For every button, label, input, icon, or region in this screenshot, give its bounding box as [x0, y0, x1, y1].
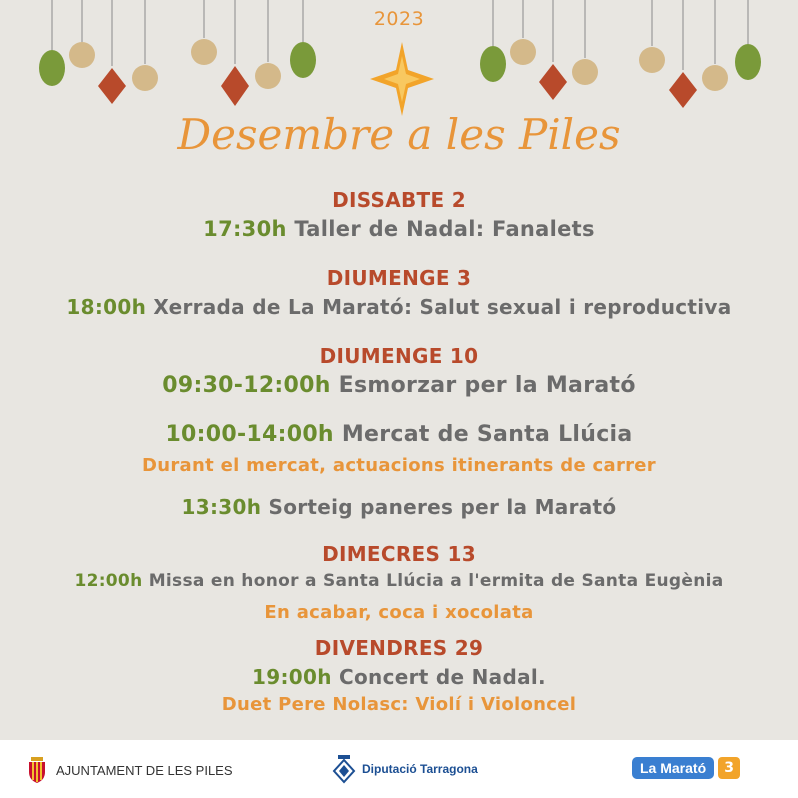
- event-time: 10:00-14:00h: [165, 422, 334, 447]
- event-time: 09:30-12:00h: [162, 373, 331, 398]
- event-text: Missa en honor a Santa Llúcia a l'ermita de Santa Eugènia: [148, 571, 724, 591]
- event-item: [0, 492, 798, 522]
- event-note: En acabar, coca i xocolata: [264, 602, 534, 623]
- star-icon: [370, 42, 434, 116]
- event-item: [0, 418, 798, 452]
- ajuntament-logo: [26, 756, 233, 784]
- event-text: Sorteig paneres per la Marató: [268, 495, 617, 519]
- event-time: 19:00h: [252, 665, 332, 689]
- event-time: 17:30h: [203, 217, 287, 241]
- event-time: 18:00h: [66, 295, 147, 319]
- footer: [0, 740, 798, 798]
- event-time: 12:00h: [74, 571, 143, 591]
- event-text: Xerrada de La Marató: Salut sexual i reproductiva: [153, 295, 732, 319]
- diputacio-logo: [332, 754, 478, 784]
- event-item: [0, 568, 798, 594]
- event-item: [0, 662, 798, 692]
- marato-logo: [632, 757, 740, 779]
- event-day: DIUMENGE 3: [326, 266, 472, 290]
- event-note: Duet Pere Nolasc: Violí i Violoncel: [221, 694, 577, 715]
- event-item: [0, 214, 798, 244]
- event-day: DIUMENGE 10: [319, 344, 479, 368]
- diputacio-logo-icon: [332, 754, 356, 784]
- event-day: DIMECRES 13: [322, 542, 476, 566]
- event-item: [0, 370, 798, 402]
- page-title: Desembre a les Piles: [177, 110, 621, 159]
- tv3-logo-icon: 3: [718, 757, 740, 779]
- event-text: Taller de Nadal: Fanalets: [294, 217, 595, 241]
- event-text: Esmorzar per la Marató: [338, 373, 636, 398]
- event-note: Durant el mercat, actuacions itinerants de carrer: [142, 455, 656, 476]
- ajuntament-label: AJUNTAMENT DE LES PILES: [56, 762, 233, 778]
- events-list: [0, 186, 798, 718]
- event-item: [0, 292, 798, 322]
- year-label: 2023: [373, 8, 425, 30]
- diputacio-label: Diputació Tarragona: [362, 762, 478, 776]
- event-time: 13:30h: [181, 495, 262, 519]
- coat-of-arms-icon: [26, 756, 48, 784]
- event-day: DIVENDRES 29: [314, 636, 484, 660]
- event-text: Mercat de Santa Llúcia: [341, 422, 633, 447]
- event-text: Concert de Nadal.: [339, 665, 546, 689]
- event-day: DISSABTE 2: [332, 188, 466, 212]
- marato-label: La Marató: [632, 757, 714, 779]
